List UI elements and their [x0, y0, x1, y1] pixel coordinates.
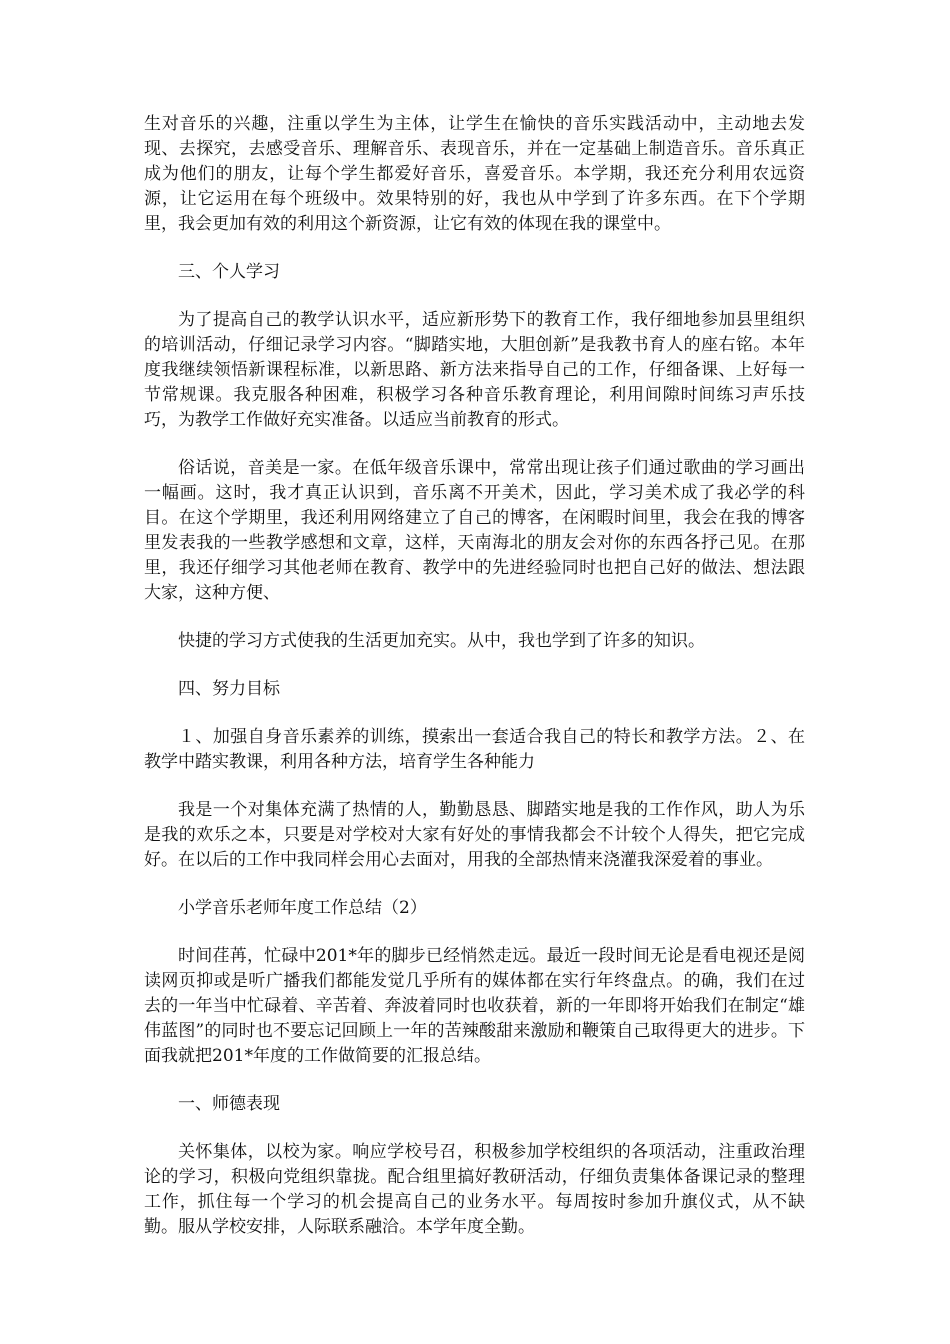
paragraph-closing: 我是一个对集体充满了热情的人，勤勤恳恳、脚踏实地是我的工作作风，助人为乐是我的欢乐之本，只要是对学校对大家有好处的事情我都会不计较个人得失，把它完成好。在以后的工作中我同样会用心去面对，用我的全部热情来浇灌我深爱着的事业。 [144, 800, 805, 870]
paragraph-study-2: 俗话说，音美是一家。在低年级音乐课中，常常出现让孩子们通过歌曲的学习画出一幅画。这时，我才真正认识到，音乐离不开美术，因此，学习美术成了我必学的科目。在这个学期里，我还利用网络建立了自己的博客，在闲暇时间里，我会在我的博客里发表我的一些教学感想和文章，这样，天南海北的朋友会对你的东西各抒己见。在那里，我还仔细学习其他老师在教育、教学中的先进经验同时也把自己好的做法、想法跟大家，这种方便、 [144, 458, 805, 603]
paragraph-study-1: 为了提高自己的教学认识水平，适应新形势下的教育工作，我仔细地参加县里组织的培训活动，仔细记录学习内容。“脚踏实地，大胆创新”是我教书育人的座右铭。本年度我继续领悟新课程标准，以新思路、新方法来指导自己的工作，仔细备课、上好每一节常规课。我克服各种困难，积极学习各种音乐教育理论，利用间隙时间练习声乐技巧，为教学工作做好充实准备。以适应当前教育的形式。 [144, 310, 805, 430]
section-heading-ethics: 一、师德表现 [178, 1094, 280, 1114]
document-body [144, 112, 805, 1263]
section-heading-goals: 四、努力目标 [178, 679, 280, 699]
paragraph-goals: １、加强自身音乐素养的训练，摸索出一套适合我自己的特长和教学方法。２、在教学中踏实教课，利用各种方法，培育学生各种能力 [144, 727, 805, 772]
paragraph-intro-continuation: 生对音乐的兴趣，注重以学生为主体，让学生在愉快的音乐实践活动中，主动地去发现、去探究，去感受音乐、理解音乐、表现音乐，并在一定基础上制造音乐。音乐真正成为他们的朋友，让每个学生都爱好音乐，喜爱音乐。本学期，我还充分利用农远资源，让它运用在每个班级中。效果特别的好，我也从中学到了许多东西。在下个学期里，我会更加有效的利用这个新资源，让它有效的体现在我的课堂中。 [144, 114, 805, 234]
paragraph-ethics: 关怀集体，以校为家。响应学校号召，积极参加学校组织的各项活动，注重政治理论的学习，积极向党组织靠拢。配合组里搞好教研活动，仔细负责集体备课记录的整理工作，抓住每一个学习的机会提高自己的业务水平。每周按时参加升旗仪式，从不缺勤。服从学校安排，人际联系融洽。本学年度全勤。 [144, 1142, 805, 1237]
paragraph-study-3: 快捷的学习方式使我的生活更加充实。从中，我也学到了许多的知识。 [178, 631, 705, 651]
paragraph-summary-intro: 时间荏苒，忙碌中201*年的脚步已经悄然走远。最近一段时间无论是看电视还是阅读网页抑或是听广播我们都能发觉几乎所有的媒体都在实行年终盘点。的确，我们在过去的一年当中忙碌着、辛苦着、奔波着同时也收获着，新的一年即将开始我们在制定“雄伟蓝图”的同时也不要忘记回顾上一年的苦辣酸甜来激励和鞭策自己取得更大的进步。下面我就把201*年度的工作做简要的汇报总结。 [144, 946, 805, 1066]
section-heading-personal-study: 三、个人学习 [178, 262, 280, 282]
document-subtitle: 小学音乐老师年度工作总结（2） [178, 898, 427, 918]
